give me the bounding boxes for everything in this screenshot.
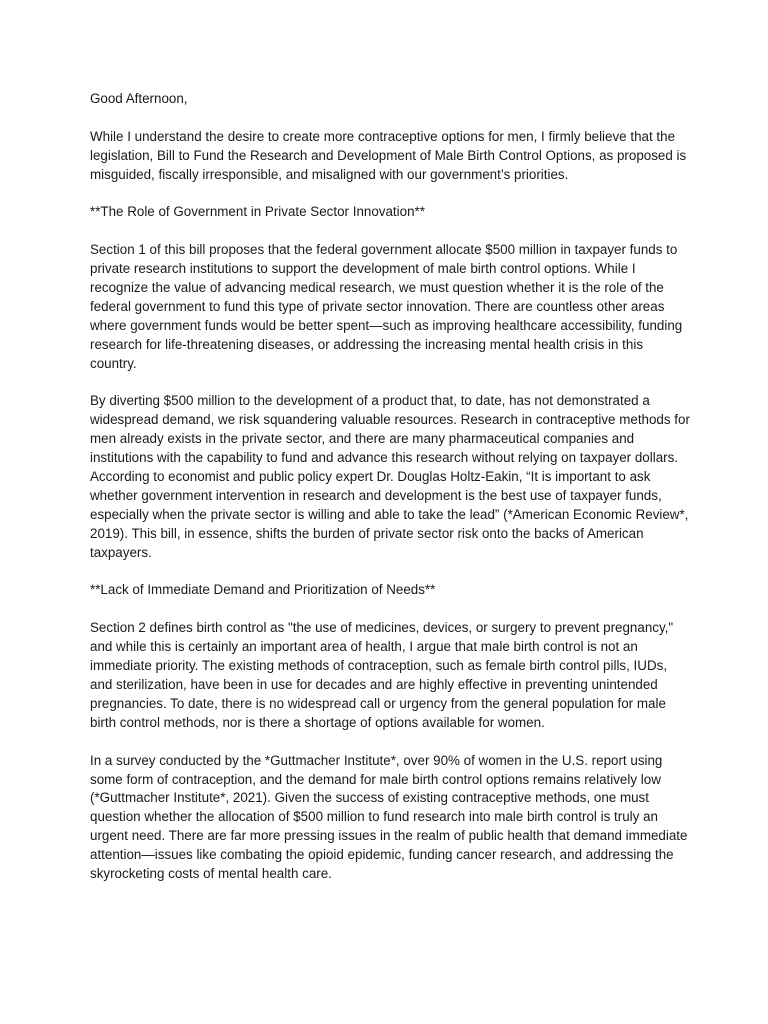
intro-paragraph: While I understand the desire to create more contraceptive options for men, I firmly believe that the legislation, Bill to Fund the Research and Development of Male Birth Control Options, as proposed is misguided, fiscally irresponsible, and misaligned with our government’s priorities. [90,128,687,182]
section1-paragraph-2: By diverting $500 million to the development of a product that, to date, has not demonstrated a widespread demand, we risk squandering valuable resources. Research in contraceptive methods for men already exists in the private sector, and there are many pharmaceutical companies and institutions with the capability to fund and advance this research without relying on taxpayer dollars. According to economist and public policy expert Dr. Douglas Holtz-Eakin, “It is important to ask whether government intervention in research and development is the best use of taxpayer funds, especially when the private sector is willing and able to take the lead” (*American Economic Review*, 2019). This bill, in essence, shifts the burden of private sector risk onto the backs of American taxpayers. [90,393,690,560]
section2-paragraph-1: Section 2 defines birth control as "the use of medicines, devices, or surgery to prevent pregnancy," and while this is certainly an important area of health, I argue that male birth control is not an immediate priority. The existing methods of contraception, such as female birth control pills, IUDs, and sterilization, have been in use for decades and are highly effective in preventing unintended pregnancies. To date, there is no widespread call or urgency from the general population for male birth control methods, nor is there a shortage of options available for women. [90,620,674,730]
section-heading-role-of-government: **The Role of Government in Private Sector Innovation** [90,204,425,220]
section1-paragraph-1: Section 1 of this bill proposes that the federal government allocate $500 million in taxpayer funds to private research institutions to support the development of male birth control options. While I recognize the value of advancing medical research, we must question whether it is the role of the federal government to fund this type of private sector innovation. There are countless other areas where government funds would be better spent—such as improving healthcare accessibility, funding research for life-threatening diseases, or addressing the increasing mental health crisis in this country. [90,242,683,371]
document-page [90,90,690,903]
greeting: Good Afternoon, [90,91,188,106]
section-heading-lack-of-demand: **Lack of Immediate Demand and Prioritization of Needs** [90,582,436,598]
section2-paragraph-2: In a survey conducted by the *Guttmacher Institute*, over 90% of women in the U.S. report using some form of contraception, and the demand for male birth control options remains relatively low (*Guttmacher Institute*, 2021). Given the success of existing contraceptive methods, one must question whether the allocation of $500 million to fund research into male birth control is truly an urgent need. There are far more pressing issues in the realm of public health that demand immediate attention—issues like combating the opioid epidemic, funding cancer research, and addressing the skyrocketing costs of mental health care. [90,752,688,882]
